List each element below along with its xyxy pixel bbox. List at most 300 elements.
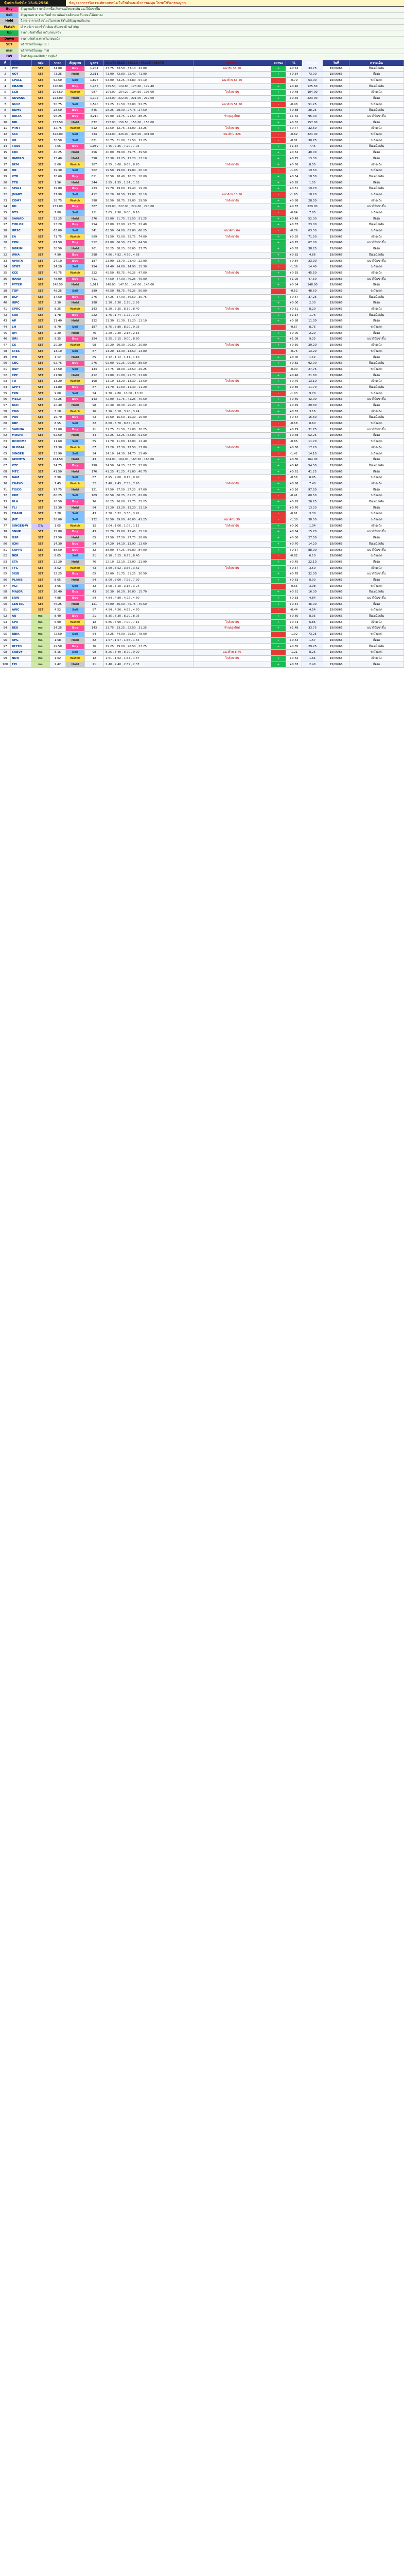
- cell-moving-average[interactable]: 8.55 , 8.60 , 8.65 , 8.70: [104, 162, 194, 168]
- cell-date[interactable]: 15/06/66: [323, 307, 349, 312]
- cell-percent[interactable]: +0.82: [286, 361, 302, 366]
- table-row[interactable]: [0, 409, 404, 415]
- cell-no[interactable]: 73: [0, 499, 11, 505]
- cell-signal[interactable]: Hold: [66, 578, 85, 583]
- cell-percent[interactable]: +1.32: [286, 114, 302, 120]
- table-row[interactable]: [0, 96, 404, 102]
- cell-status[interactable]: +: [271, 66, 286, 72]
- cell-group[interactable]: SET: [32, 602, 50, 607]
- cell-last-close[interactable]: 4.86: [302, 252, 323, 258]
- cell-group[interactable]: SET: [32, 589, 50, 595]
- cell-value[interactable]: 1,204: [85, 66, 104, 72]
- cell-last-close[interactable]: 97.50: [302, 487, 323, 493]
- cell-comment[interactable]: เฝ้าระวัง: [349, 566, 404, 571]
- cell-group[interactable]: SET: [32, 385, 50, 391]
- cell-last-close[interactable]: 23.90: [302, 259, 323, 264]
- cell-group[interactable]: SET: [32, 259, 50, 264]
- cell-symbol[interactable]: ICHI: [11, 541, 32, 547]
- cell-last-close[interactable]: 13.20: [302, 505, 323, 511]
- cell-percent[interactable]: +0.30: [286, 457, 302, 463]
- cell-symbol[interactable]: BCP: [11, 295, 32, 300]
- cell-symbol[interactable]: STEC: [11, 349, 32, 354]
- cell-last-close[interactable]: 14.40: [302, 264, 323, 270]
- cell-percent[interactable]: +0.88: [286, 198, 302, 204]
- cell-no[interactable]: 29: [0, 234, 11, 240]
- cell-symbol[interactable]: MINT: [11, 126, 32, 131]
- table-row[interactable]: [0, 421, 404, 427]
- cell-percent[interactable]: +0.88: [286, 318, 302, 324]
- cell-symbol[interactable]: PR9: [11, 415, 32, 420]
- cell-no[interactable]: 16: [0, 156, 11, 162]
- cell-moving-average[interactable]: 1.76 , 1.74 , 1.72 , 1.70: [104, 313, 194, 318]
- cell-percent[interactable]: -1.39: [286, 264, 302, 270]
- cell-note[interactable]: [194, 553, 271, 559]
- table-row[interactable]: [0, 457, 404, 463]
- cell-price[interactable]: 13.30: [50, 505, 66, 511]
- cell-status[interactable]: +: [271, 126, 286, 131]
- cell-date[interactable]: 15/06/66: [323, 541, 349, 547]
- cell-note[interactable]: [194, 602, 271, 607]
- cell-signal[interactable]: Watch: [66, 566, 85, 571]
- table-row[interactable]: [0, 277, 404, 283]
- table-row[interactable]: [0, 300, 404, 307]
- cell-no[interactable]: 60: [0, 421, 11, 427]
- cell-date[interactable]: 15/06/66: [323, 632, 349, 637]
- cell-group[interactable]: SET: [32, 120, 50, 126]
- cell-moving-average[interactable]: 8.20 , 8.25 , 8.30 , 8.40: [104, 307, 194, 312]
- cell-date[interactable]: 15/06/66: [323, 174, 349, 180]
- cell-status[interactable]: -: [271, 493, 286, 499]
- cell-price[interactable]: 22.20: [50, 560, 66, 565]
- cell-percent[interactable]: +0.57: [286, 548, 302, 553]
- table-row[interactable]: [0, 379, 404, 385]
- cell-comment[interactable]: ยืนเหนือเส้น: [349, 252, 404, 258]
- cell-no[interactable]: 63: [0, 439, 11, 445]
- cell-price[interactable]: 97.75: [50, 487, 66, 493]
- cell-moving-average[interactable]: 6.10 , 6.15 , 6.25 , 6.40: [104, 553, 194, 559]
- cell-price[interactable]: 7.55: [50, 144, 66, 149]
- cell-date[interactable]: 15/06/66: [323, 246, 349, 252]
- cell-comment[interactable]: ถือรอ: [349, 662, 404, 668]
- cell-percent[interactable]: +0.88: [286, 108, 302, 113]
- cell-note[interactable]: [194, 355, 271, 361]
- cell-price[interactable]: 71.75: [50, 234, 66, 240]
- cell-value[interactable]: 76: [85, 409, 104, 415]
- cell-status[interactable]: +: [271, 427, 286, 433]
- cell-note[interactable]: [194, 313, 271, 318]
- cell-moving-average[interactable]: 17.20 , 17.30 , 17.50 , 17.80: [104, 445, 194, 451]
- cell-value[interactable]: 54: [85, 632, 104, 637]
- cell-date[interactable]: 15/06/66: [323, 457, 349, 463]
- table-row[interactable]: [0, 638, 404, 644]
- cell-moving-average[interactable]: 125.50 , 124.80 , 123.60 , 122.40: [104, 84, 194, 90]
- table-row[interactable]: [0, 168, 404, 174]
- cell-group[interactable]: SET: [32, 367, 50, 372]
- cell-no[interactable]: 59: [0, 415, 11, 420]
- cell-status[interactable]: -: [271, 138, 286, 144]
- cell-moving-average[interactable]: 8.00 , 8.00 , 7.95 , 7.90: [104, 578, 194, 583]
- table-row[interactable]: [0, 403, 404, 409]
- cell-signal[interactable]: Buy: [66, 361, 85, 366]
- cell-percent[interactable]: +0.34: [286, 72, 302, 77]
- cell-signal[interactable]: Sell: [66, 607, 85, 613]
- cell-value[interactable]: 34: [85, 433, 104, 438]
- cell-comment[interactable]: เฝ้าระวัง: [349, 270, 404, 276]
- cell-value[interactable]: 12: [85, 523, 104, 529]
- cell-percent[interactable]: +1.14: [286, 313, 302, 318]
- cell-price[interactable]: 15.70: [50, 415, 66, 420]
- table-row[interactable]: [0, 397, 404, 403]
- cell-date[interactable]: 15/06/66: [323, 222, 349, 228]
- cell-date[interactable]: 15/06/66: [323, 656, 349, 662]
- cell-signal[interactable]: Sell: [66, 228, 85, 234]
- cell-price[interactable]: 3.06: [50, 584, 66, 589]
- cell-value[interactable]: 2,311: [85, 72, 104, 77]
- cell-status[interactable]: +: [271, 529, 286, 535]
- cell-comment[interactable]: ยืนเหนือเส้น: [349, 385, 404, 391]
- cell-price[interactable]: 60.25: [50, 493, 66, 499]
- cell-price[interactable]: 13.20: [50, 379, 66, 384]
- cell-no[interactable]: 12: [0, 132, 11, 138]
- cell-price[interactable]: 34.25: [50, 625, 66, 631]
- cell-percent[interactable]: +0.63: [286, 409, 302, 415]
- cell-group[interactable]: SET: [32, 228, 50, 234]
- cell-group[interactable]: SET: [32, 216, 50, 222]
- cell-date[interactable]: 15/06/66: [323, 463, 349, 469]
- cell-group[interactable]: SET: [32, 553, 50, 559]
- cell-price[interactable]: 8.55: [50, 421, 66, 427]
- cell-value[interactable]: 1,089: [85, 144, 104, 149]
- cell-comment[interactable]: ระวังหลุด: [349, 584, 404, 589]
- cell-signal[interactable]: Sell: [66, 210, 85, 216]
- cell-no[interactable]: 21: [0, 186, 11, 192]
- cell-value[interactable]: 211: [85, 210, 104, 216]
- cell-no[interactable]: 52: [0, 373, 11, 379]
- cell-status[interactable]: +: [271, 505, 286, 511]
- cell-group[interactable]: SET: [32, 584, 50, 589]
- cell-price[interactable]: 3.28: [50, 511, 66, 517]
- table-row[interactable]: [0, 620, 404, 626]
- cell-status[interactable]: +: [271, 523, 286, 529]
- cell-moving-average[interactable]: 22.10 , 22.10 , 22.00 , 21.90: [104, 560, 194, 565]
- cell-percent[interactable]: -0.58: [286, 421, 302, 427]
- cell-moving-average[interactable]: 3.30 , 3.32 , 3.36 , 3.42: [104, 511, 194, 517]
- cell-group[interactable]: SET: [32, 475, 50, 481]
- cell-price[interactable]: 1.58: [50, 638, 66, 643]
- cell-signal[interactable]: Sell: [66, 511, 85, 517]
- cell-date[interactable]: 15/06/66: [323, 553, 349, 559]
- cell-no[interactable]: 24: [0, 204, 11, 210]
- cell-no[interactable]: 8: [0, 108, 11, 113]
- cell-comment[interactable]: ระวังหลุด: [349, 349, 404, 354]
- cell-date[interactable]: 15/06/66: [323, 234, 349, 240]
- cell-comment[interactable]: ถือรอ: [349, 602, 404, 607]
- cell-percent[interactable]: -0.79: [286, 228, 302, 234]
- cell-group[interactable]: SET: [32, 566, 50, 571]
- cell-signal[interactable]: Buy: [66, 589, 85, 595]
- cell-group[interactable]: mai: [32, 644, 50, 650]
- cell-percent[interactable]: +0.46: [286, 373, 302, 379]
- cell-symbol[interactable]: SABINA: [11, 427, 32, 433]
- cell-date[interactable]: 15/06/66: [323, 638, 349, 643]
- cell-note[interactable]: แนวต้าน 51.50: [194, 102, 271, 108]
- cell-no[interactable]: 13: [0, 138, 11, 144]
- cell-status[interactable]: +: [271, 397, 286, 402]
- cell-percent[interactable]: +0.75: [286, 240, 302, 246]
- table-row[interactable]: [0, 108, 404, 114]
- cell-last-close[interactable]: 8.55: [302, 162, 323, 168]
- cell-comment[interactable]: ถือรอ: [349, 638, 404, 643]
- cell-no[interactable]: 62: [0, 433, 11, 438]
- cell-symbol[interactable]: BLA: [11, 499, 32, 505]
- cell-last-close[interactable]: 20.20: [302, 343, 323, 348]
- cell-signal[interactable]: Hold: [66, 282, 85, 288]
- cell-note[interactable]: [194, 548, 271, 553]
- cell-group[interactable]: SET: [32, 222, 50, 228]
- cell-symbol[interactable]: FPI: [11, 662, 32, 668]
- cell-symbol[interactable]: SCC: [11, 132, 32, 138]
- cell-no[interactable]: 69: [0, 475, 11, 481]
- table-row[interactable]: [0, 566, 404, 572]
- cell-percent[interactable]: +1.48: [286, 625, 302, 631]
- cell-signal[interactable]: Hold: [66, 505, 85, 511]
- cell-value[interactable]: 98: [85, 403, 104, 409]
- cell-status[interactable]: +: [271, 625, 286, 631]
- cell-price[interactable]: 4.88: [50, 596, 66, 601]
- cell-group[interactable]: SET: [32, 349, 50, 354]
- cell-symbol[interactable]: LH: [11, 325, 32, 330]
- table-row[interactable]: [0, 451, 404, 457]
- cell-date[interactable]: 15/06/66: [323, 325, 349, 330]
- cell-group[interactable]: SET: [32, 517, 50, 523]
- cell-symbol[interactable]: OSP: [11, 535, 32, 541]
- cell-signal[interactable]: Buy: [66, 313, 85, 318]
- cell-status[interactable]: -: [271, 367, 286, 372]
- cell-date[interactable]: 15/06/66: [323, 355, 349, 361]
- cell-symbol[interactable]: GFPT: [11, 385, 32, 391]
- cell-status[interactable]: +: [271, 487, 286, 493]
- cell-no[interactable]: 66: [0, 457, 11, 463]
- cell-value[interactable]: 456: [85, 150, 104, 156]
- cell-signal[interactable]: Hold: [66, 662, 85, 668]
- cell-price[interactable]: 14.20: [50, 264, 66, 270]
- cell-date[interactable]: 15/06/66: [323, 571, 349, 577]
- cell-status[interactable]: -: [271, 132, 286, 138]
- cell-date[interactable]: 15/06/66: [323, 397, 349, 402]
- cell-symbol[interactable]: KCE: [11, 270, 32, 276]
- cell-signal[interactable]: Buy: [66, 252, 85, 258]
- cell-moving-average[interactable]: 73.25 , 74.00 , 75.50 , 78.00: [104, 632, 194, 637]
- cell-symbol[interactable]: THANI: [11, 511, 32, 517]
- cell-value[interactable]: 54: [85, 541, 104, 547]
- cell-comment[interactable]: ระวังหลุด: [349, 78, 404, 83]
- cell-date[interactable]: 15/06/66: [323, 228, 349, 234]
- cell-group[interactable]: SET: [32, 289, 50, 294]
- cell-moving-average[interactable]: 16.30 , 16.20 , 16.00 , 15.70: [104, 589, 194, 595]
- cell-last-close[interactable]: 4.54: [302, 607, 323, 613]
- cell-signal[interactable]: Watch: [66, 90, 85, 95]
- cell-price[interactable]: 20.30: [50, 343, 66, 348]
- cell-date[interactable]: 15/06/66: [323, 216, 349, 222]
- cell-signal[interactable]: Hold: [66, 216, 85, 222]
- cell-last-close[interactable]: 148.00: [302, 282, 323, 288]
- cell-percent[interactable]: -0.90: [286, 367, 302, 372]
- cell-percent[interactable]: +0.78: [286, 571, 302, 577]
- cell-note[interactable]: [194, 632, 271, 637]
- cell-note[interactable]: ใกล้แนวรับ: [194, 656, 271, 662]
- cell-status[interactable]: +: [271, 331, 286, 336]
- cell-price[interactable]: 52.25: [50, 216, 66, 222]
- cell-signal[interactable]: Buy: [66, 222, 85, 228]
- cell-last-close[interactable]: 19.50: [302, 168, 323, 174]
- cell-status[interactable]: +: [271, 373, 286, 379]
- table-row[interactable]: [0, 487, 404, 494]
- cell-group[interactable]: SET: [32, 331, 50, 336]
- cell-status[interactable]: +: [271, 415, 286, 420]
- cell-last-close[interactable]: 6.10: [302, 553, 323, 559]
- cell-signal[interactable]: Sell: [66, 493, 85, 499]
- table-row[interactable]: [0, 505, 404, 512]
- cell-group[interactable]: SET: [32, 90, 50, 95]
- cell-price[interactable]: 32.00: [50, 427, 66, 433]
- col-last-close[interactable]: ปิดล่าสุด: [302, 60, 323, 66]
- cell-status[interactable]: +: [271, 174, 286, 180]
- cell-group[interactable]: SET: [32, 270, 50, 276]
- cell-date[interactable]: 15/06/66: [323, 108, 349, 113]
- cell-status[interactable]: +: [271, 222, 286, 228]
- cell-moving-average[interactable]: 1.12 , 1.12 , 1.11 , 1.10: [104, 355, 194, 361]
- cell-last-close[interactable]: 157.00: [302, 120, 323, 126]
- cell-symbol[interactable]: MOSHI: [11, 433, 32, 438]
- cell-date[interactable]: 15/06/66: [323, 607, 349, 613]
- cell-value[interactable]: 21: [85, 427, 104, 433]
- cell-symbol[interactable]: BE8: [11, 625, 32, 631]
- cell-price[interactable]: 322.00: [50, 132, 66, 138]
- cell-symbol[interactable]: SPRC: [11, 307, 32, 312]
- cell-last-close[interactable]: 40.00: [302, 150, 323, 156]
- cell-signal[interactable]: Sell: [66, 102, 85, 108]
- cell-percent[interactable]: +0.76: [286, 505, 302, 511]
- cell-status[interactable]: -: [271, 632, 286, 637]
- cell-value[interactable]: 65: [85, 535, 104, 541]
- cell-value[interactable]: 43: [85, 589, 104, 595]
- cell-value[interactable]: 98: [85, 343, 104, 348]
- cell-last-close[interactable]: 1.04: [302, 523, 323, 529]
- cell-signal[interactable]: Buy: [66, 548, 85, 553]
- cell-price[interactable]: 28.75: [50, 198, 66, 204]
- cell-last-close[interactable]: 20.30: [302, 403, 323, 409]
- table-row[interactable]: [0, 529, 404, 535]
- cell-percent[interactable]: -0.61: [286, 511, 302, 517]
- cell-group[interactable]: SET: [32, 144, 50, 149]
- cell-price[interactable]: 23.20: [50, 222, 66, 228]
- table-row[interactable]: [0, 84, 404, 90]
- cell-signal[interactable]: Sell: [66, 553, 85, 559]
- cell-comment[interactable]: แนวโน้มขาขึ้น: [349, 114, 404, 120]
- cell-group[interactable]: SET: [32, 607, 50, 613]
- cell-note[interactable]: [194, 403, 271, 409]
- cell-comment[interactable]: ระวังหลุด: [349, 132, 404, 138]
- table-row[interactable]: [0, 367, 404, 373]
- cell-signal[interactable]: Hold: [66, 72, 85, 77]
- cell-signal[interactable]: Buy: [66, 204, 85, 210]
- cell-value[interactable]: 187: [85, 325, 104, 330]
- cell-moving-average[interactable]: 1.04 , 1.06 , 1.08 , 1.12: [104, 523, 194, 529]
- cell-note[interactable]: [194, 463, 271, 469]
- cell-moving-average[interactable]: 67.00 , 66.50 , 65.75 , 64.50: [104, 240, 194, 246]
- table-row[interactable]: [0, 114, 404, 120]
- cell-status[interactable]: +: [271, 541, 286, 547]
- cell-comment[interactable]: ถือรอ: [349, 331, 404, 336]
- cell-signal[interactable]: Watch: [66, 523, 85, 529]
- cell-date[interactable]: 15/06/66: [323, 240, 349, 246]
- cell-signal[interactable]: Sell: [66, 632, 85, 637]
- cell-note[interactable]: [194, 638, 271, 643]
- cell-signal[interactable]: Buy: [66, 463, 85, 469]
- cell-percent[interactable]: +0.26: [286, 487, 302, 493]
- cell-comment[interactable]: ยืนเหนือเส้น: [349, 144, 404, 149]
- cell-last-close[interactable]: 7.45: [302, 144, 323, 149]
- cell-signal[interactable]: Watch: [66, 481, 85, 487]
- cell-status[interactable]: +: [271, 589, 286, 595]
- table-row[interactable]: [0, 571, 404, 578]
- cell-value[interactable]: 512: [85, 126, 104, 131]
- cell-comment[interactable]: เฝ้าระวัง: [349, 656, 404, 662]
- cell-last-close[interactable]: 29.25: [302, 644, 323, 650]
- cell-signal[interactable]: Hold: [66, 120, 85, 126]
- cell-symbol[interactable]: BBIK: [11, 632, 32, 637]
- cell-date[interactable]: 15/06/66: [323, 566, 349, 571]
- table-row[interactable]: [0, 259, 404, 265]
- cell-signal[interactable]: Buy: [66, 336, 85, 342]
- cell-no[interactable]: 100: [0, 662, 11, 668]
- cell-signal[interactable]: Sell: [66, 349, 85, 354]
- cell-last-close[interactable]: 11.70: [302, 385, 323, 391]
- cell-date[interactable]: 15/06/66: [323, 180, 349, 186]
- cell-price[interactable]: 13.40: [50, 156, 66, 162]
- cell-no[interactable]: 25: [0, 210, 11, 216]
- cell-price[interactable]: 224.00: [50, 96, 66, 101]
- cell-note[interactable]: ใกล้แนวรับ: [194, 445, 271, 451]
- cell-no[interactable]: 91: [0, 607, 11, 613]
- cell-comment[interactable]: แนวโน้มขาขึ้น: [349, 571, 404, 577]
- cell-signal[interactable]: Hold: [66, 469, 85, 475]
- cell-no[interactable]: 46: [0, 336, 11, 342]
- cell-note[interactable]: ใกล้แนวรับ: [194, 620, 271, 625]
- cell-moving-average[interactable]: 14.40 , 14.60 , 14.90 , 15.30: [104, 264, 194, 270]
- cell-comment[interactable]: ระวังหลุด: [349, 451, 404, 457]
- cell-comment[interactable]: ระวังหลุด: [349, 325, 404, 330]
- cell-last-close[interactable]: 13.10: [302, 379, 323, 384]
- cell-signal[interactable]: Sell: [66, 650, 85, 655]
- cell-note[interactable]: [194, 662, 271, 668]
- cell-moving-average[interactable]: 31.75 , 31.50 , 31.00 , 30.25: [104, 427, 194, 433]
- cell-percent[interactable]: +0.74: [286, 66, 302, 72]
- table-row[interactable]: [0, 132, 404, 138]
- cell-value[interactable]: 176: [85, 469, 104, 475]
- cell-comment[interactable]: ระวังหลุด: [349, 511, 404, 517]
- cell-last-close[interactable]: 15.70: [302, 529, 323, 535]
- cell-no[interactable]: 10: [0, 120, 11, 126]
- cell-value[interactable]: 32: [85, 548, 104, 553]
- cell-moving-average[interactable]: 14.10 , 14.30 , 14.70 , 15.40: [104, 451, 194, 457]
- table-row[interactable]: [0, 313, 404, 319]
- cell-symbol[interactable]: TKN: [11, 391, 32, 397]
- cell-comment[interactable]: ระวังหลุด: [349, 632, 404, 637]
- cell-percent[interactable]: +0.45: [286, 560, 302, 565]
- cell-no[interactable]: 9: [0, 114, 11, 120]
- cell-note[interactable]: [194, 246, 271, 252]
